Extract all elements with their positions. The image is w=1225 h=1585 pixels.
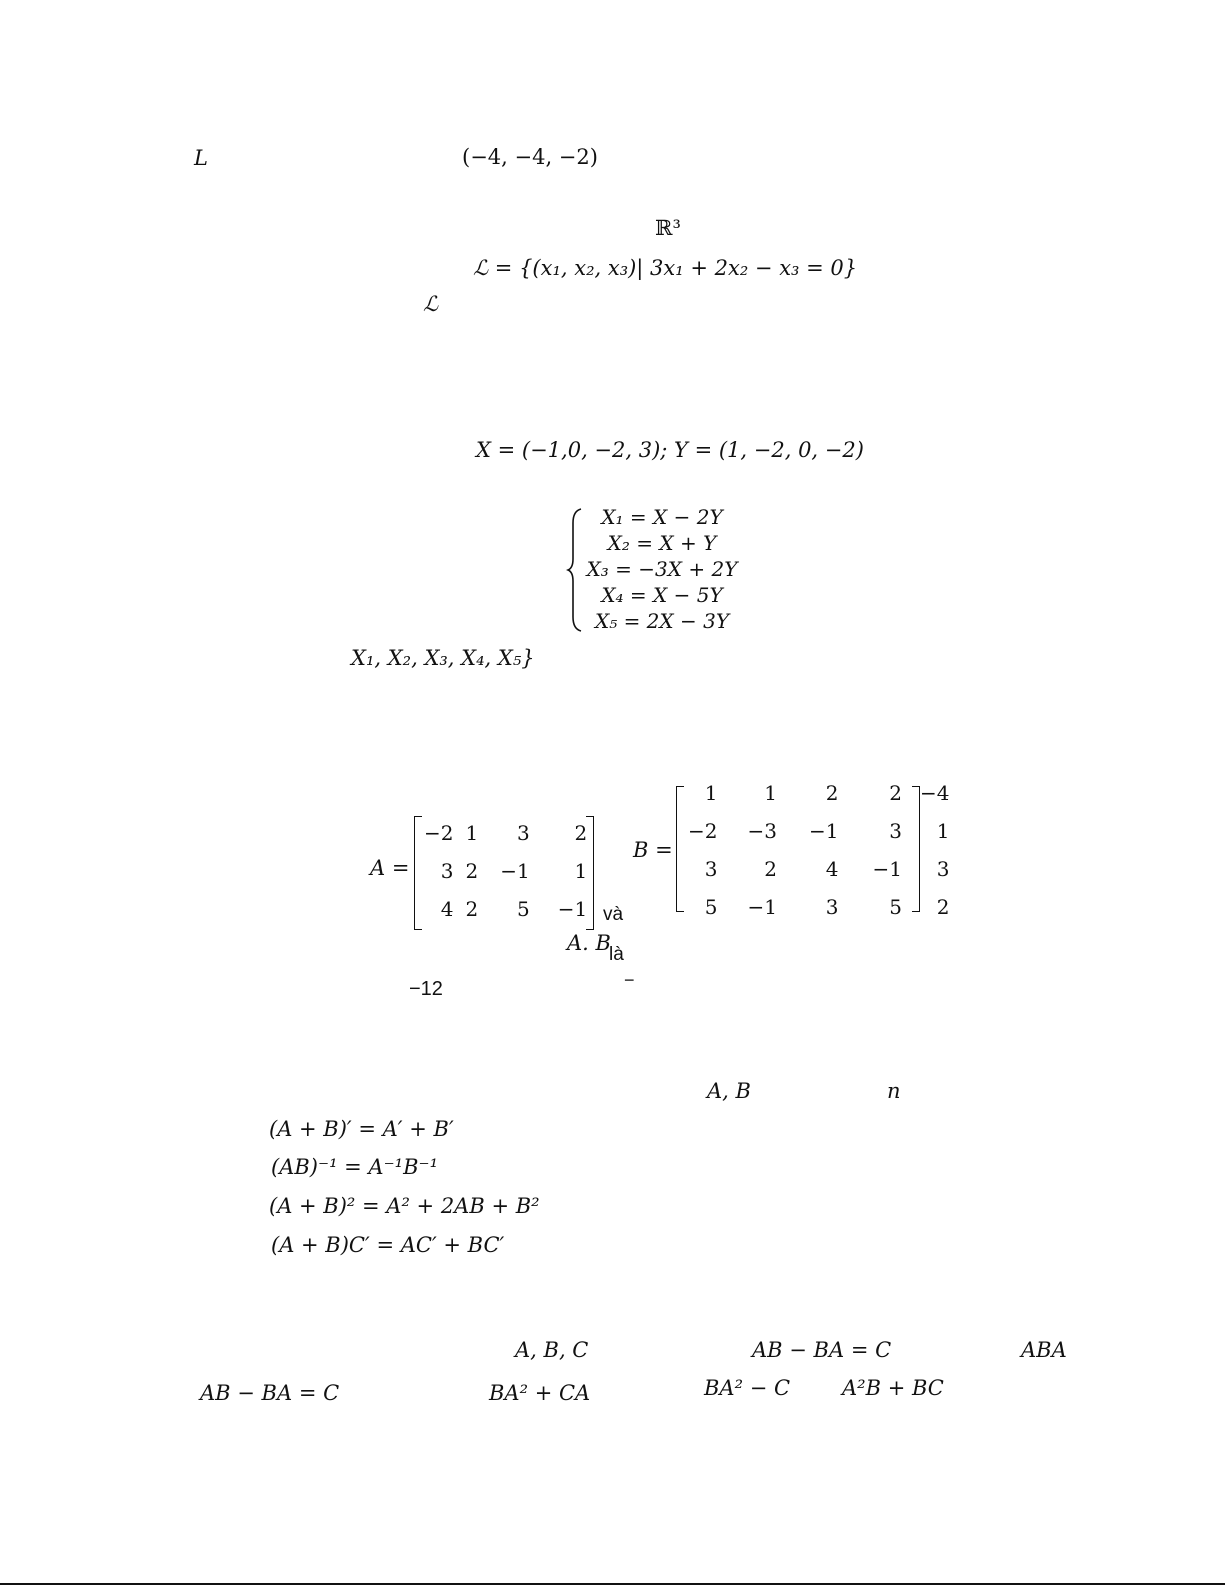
matrix-cell: 1 [704,781,718,805]
point-coordinates: (−4, −4, −2) [462,145,598,169]
option-4: (A + B)C′ = AC′ + BC′ [271,1233,505,1257]
matrix-a [414,814,594,930]
matrix-cell: 5 [516,897,530,921]
matrix-cell: 2 [764,857,777,881]
vectors-xy: X = (−1,0, −2, 3); Y = (1, −2, 0, −2) [476,438,864,462]
answer-a: −12 [409,978,443,1000]
product-ab: A. B [567,931,611,955]
vector-set: X₁, X₂, X₃, X₄, X₅} [351,646,535,670]
set-definition: ℒ = {(x₁, x₂, x₃)| 3x₁ + 2x₂ − x₃ = 0} [473,256,858,280]
answer-option-2: BA² − C [704,1376,791,1400]
commutator-condition-repeat: AB − BA = C [200,1381,340,1405]
commutator-condition: AB − BA = C [752,1338,892,1362]
matrix-cell: 3 [516,821,530,845]
answer-option-1: BA² + CA [489,1381,591,1405]
matrix-cell: 2 [465,859,479,883]
equation-system [566,507,736,633]
matrix-cell: 5 [704,895,718,919]
bracket-right [912,786,920,912]
system-equation-1: X₁ = X − 2Y [601,505,723,529]
expression-aba: ABA [1021,1338,1067,1362]
matrix-cell: 4 [825,857,839,881]
set-symbol: ℒ [423,292,439,316]
matrix-cell: 3 [825,895,839,919]
matrix-a-label: A = [370,856,410,880]
matrix-cell: 2 [825,781,839,805]
matrix-a-grid [418,814,593,928]
matrix-cell: 3 [936,857,950,881]
matrix-b [676,774,950,919]
answer-b: − [624,970,635,990]
matrices-ab: A, B [707,1079,751,1103]
matrix-cell: −1 [808,819,839,843]
matrix-cell: 2 [889,781,902,805]
symbol-l: L [194,146,208,170]
matrix-cell: −2 [688,819,718,843]
matrix-row [418,814,593,852]
system-equation-3: X₃ = −3X + 2Y [586,557,738,581]
matrix-b-label: B = [633,838,673,862]
matrix-cell: 2 [465,897,479,921]
matrix-cell: 1 [465,821,479,845]
matrix-cell: −1 [747,895,777,919]
matrix-cell: 4 [440,897,454,921]
matrix-row [418,852,593,890]
matrix-cell: −3 [747,819,777,843]
matrix-cell: 3 [440,859,454,883]
connector-va: và [603,904,624,925]
system-equation-5: X₅ = 2X − 3Y [594,609,730,633]
space-r3: ℝ³ [655,216,681,240]
option-2: (AB)⁻¹ = A⁻¹B⁻¹ [271,1155,439,1179]
bracket-right [586,816,594,930]
matrix-cell: 2 [936,895,950,919]
system-equation-4: X₄ = X − 5Y [601,583,723,607]
matrix-cell: 1 [936,819,950,843]
matrix-cell: −2 [424,821,454,845]
system-equation-2: X₂ = X + Y [607,531,717,555]
matrix-cell: −1 [872,857,902,881]
matrix-cell: 5 [889,895,902,919]
matrix-cell: 1 [764,781,777,805]
option-1: (A + B)′ = A′ + B′ [269,1117,454,1141]
option-3: (A + B)² = A² + 2AB + B² [269,1194,540,1218]
matrix-cell: 2 [574,821,588,845]
matrix-cell: −1 [500,859,530,883]
matrices-abc: A, B, C [515,1338,589,1362]
matrix-cell: 3 [704,857,718,881]
answer-option-3: A²B + BC [842,1376,944,1400]
matrix-cell: 3 [889,819,902,843]
matrix-row [418,890,593,928]
matrix-cell: −4 [919,781,950,805]
size-n: n [887,1079,901,1103]
matrix-cell: −1 [557,897,588,921]
matrix-cell: 1 [574,859,588,883]
product-tail: là [609,944,624,965]
